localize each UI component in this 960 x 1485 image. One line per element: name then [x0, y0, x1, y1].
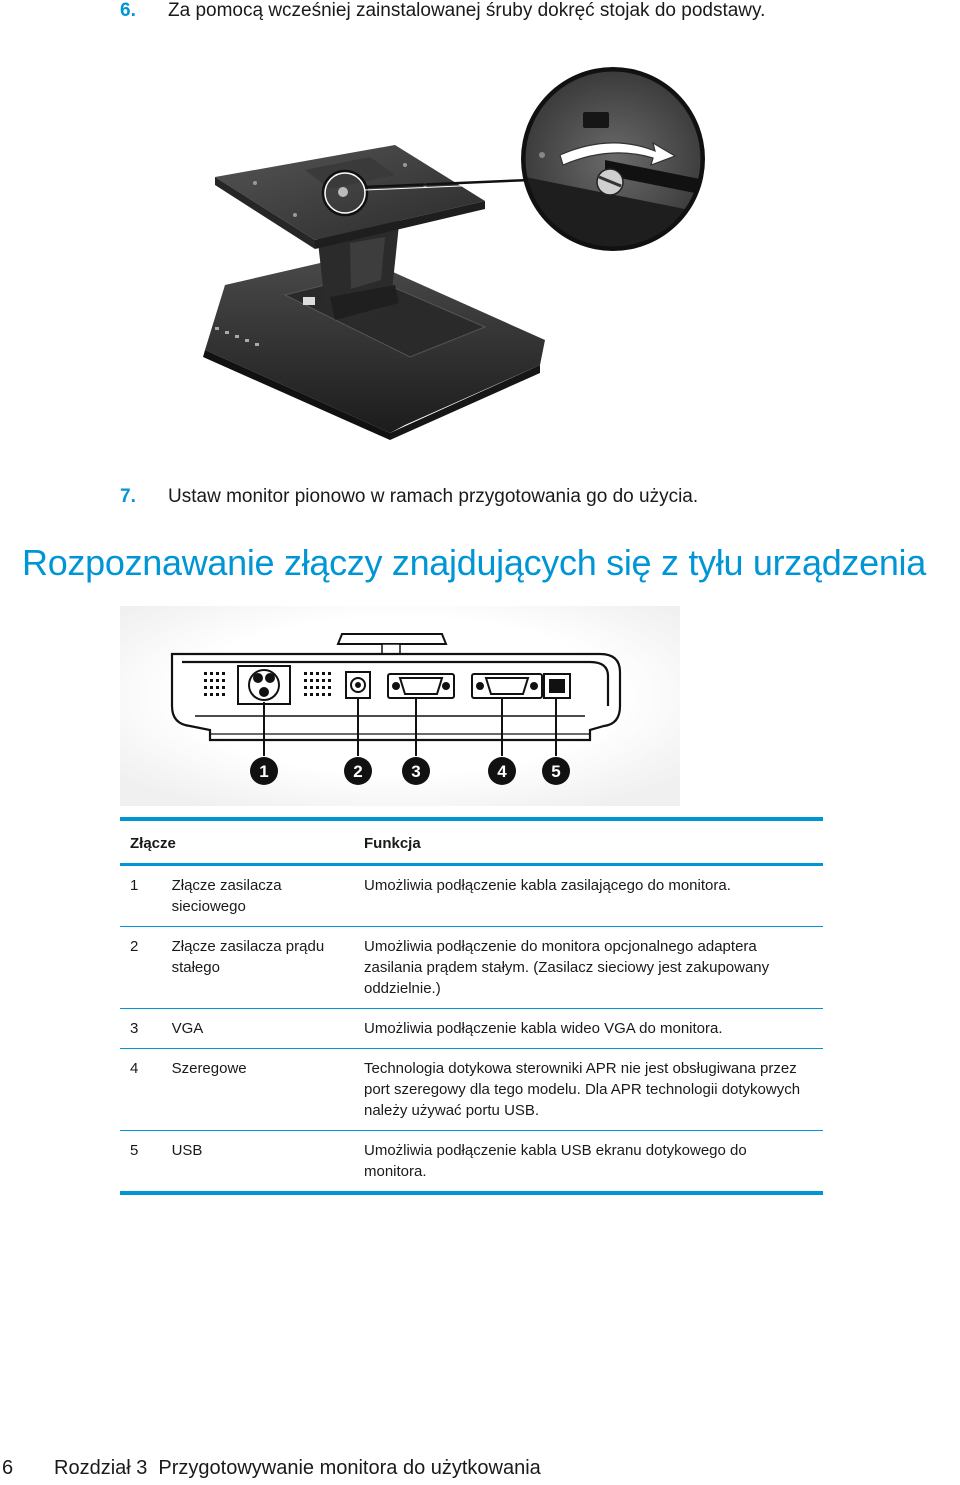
callout-3 [402, 757, 430, 785]
step-6 [120, 0, 765, 22]
section-heading: Rozpoznawanie złączy znajdujących się z tyłu urządzenia [22, 542, 926, 583]
callout-5-label: 5 [551, 762, 561, 781]
stand-plate [215, 145, 485, 249]
rear-connectors-illustration [120, 606, 680, 806]
callout-2 [344, 757, 372, 785]
table-row [120, 1131, 823, 1194]
row-connector-name: Szeregowe [171, 1060, 247, 1077]
row-number: 3 [130, 1020, 139, 1037]
screw-icon [597, 169, 623, 195]
row-number: 1 [130, 877, 139, 894]
usb-port [544, 674, 570, 698]
callout-2-label: 2 [353, 762, 363, 781]
page-number: 6 [2, 1457, 14, 1479]
row-function: Umożliwia podłączenie do monitora opcjonalnego adaptera zasilania prądem stałym. (Zasilacz sieciowy jest zakupowany oddzielnie.) [364, 938, 770, 997]
row-connector-name: Złącze zasilacza prądu stałego [171, 938, 325, 976]
step-number: 7. [120, 486, 136, 507]
row-number: 5 [130, 1142, 139, 1159]
table-row [120, 1049, 823, 1131]
callout-5 [542, 757, 570, 785]
table-header-row [120, 819, 823, 865]
step-text: Ustaw monitor pionowo w ramach przygotowania go do użycia. [168, 486, 699, 507]
page-footer [0, 1457, 541, 1480]
stand-assembly-illustration [185, 65, 715, 440]
table-row [120, 927, 823, 1009]
chapter-title: Przygotowywanie monitora do użytkowania [158, 1457, 541, 1479]
screw-zoom-inset [515, 65, 715, 255]
serial-port [472, 674, 542, 698]
row-number: 2 [130, 938, 139, 955]
callout-4-label: 4 [497, 762, 507, 781]
table-row [120, 865, 823, 927]
step-number: 6. [120, 0, 136, 21]
connector-table [120, 817, 823, 1195]
callout-1 [250, 757, 278, 785]
row-number: 4 [130, 1060, 139, 1077]
stand-clip [338, 634, 446, 644]
row-function: Umożliwia podłączenie kabla zasilającego do monitora. [364, 877, 731, 894]
step-text: Za pomocą wcześniej zainstalowanej śruby dokręć stojak do podstawy. [168, 0, 766, 21]
header-function: Funkcja [364, 835, 421, 852]
row-function: Technologia dotykowa sterowniki APR nie jest obsługiwana przez port szeregowy dla tego modelu. Dla APR technologii dotykowych należy używać portu USB. [364, 1060, 801, 1119]
callout-3-label: 3 [411, 762, 421, 781]
ac-power-port [238, 666, 290, 704]
row-connector-name: Złącze zasilacza sieciowego [171, 877, 282, 915]
step-7 [120, 486, 698, 508]
row-connector-name: VGA [171, 1020, 204, 1037]
chapter-label: Rozdział 3 [54, 1457, 148, 1479]
table-row [120, 1009, 823, 1049]
dc-power-port [346, 672, 370, 698]
callout-4 [488, 757, 516, 785]
row-function: Umożliwia podłączenie kabla wideo VGA do monitora. [364, 1020, 723, 1037]
header-connector: Złącze [130, 835, 176, 852]
row-function: Umożliwia podłączenie kabla USB ekranu dotykowego do monitora. [364, 1142, 747, 1180]
row-connector-name: USB [171, 1142, 203, 1159]
callout-1-label: 1 [259, 762, 269, 781]
vga-port [388, 674, 454, 698]
